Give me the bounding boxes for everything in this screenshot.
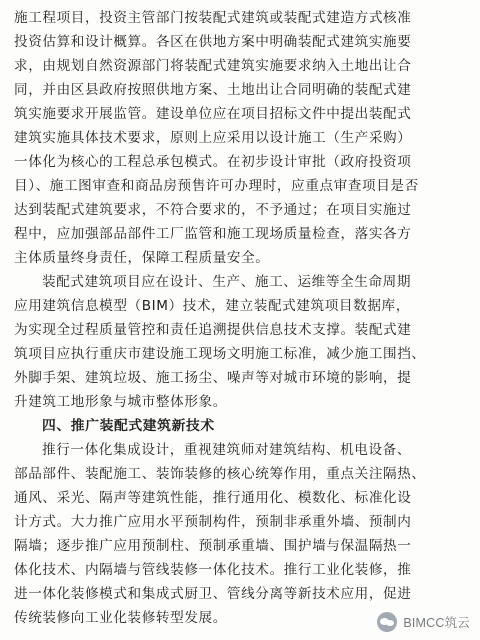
text-line: 装配式建筑项目应在设计、生产、施工、运维等全生命周期 <box>42 274 412 290</box>
text-line: 同，并由区县政府按照供地方案、土地出让合同明确的装配式建 <box>14 82 412 98</box>
text-line: 施工程项目，投资主管部门按装配式建筑或装配式建造方式核准 <box>14 10 412 26</box>
text-line: 目）、施工图审查和商品房预售许可办理时，应重点审查项目是否 <box>14 178 419 194</box>
text-line: 求，由规划自然资源部门将装配式建筑实施要求纳入土地出让合 <box>14 58 412 74</box>
text-line: 程中，应加强部品部件工厂监管和施工现场质量检查，落实各方 <box>14 226 412 242</box>
text-line: 隔墙；逐步推广应用预制柱、预制承重墙、围护墙与保温隔热一 <box>14 538 412 554</box>
text-line: 升建筑工地形象与城市整体形象。 <box>14 394 227 410</box>
paragraph <box>14 6 466 270</box>
text-line: 一体化为核心的工程总承包模式。在初步设计审批（政府投资项 <box>14 154 412 170</box>
text-line: 传统装修向工业化装修转型发展。 <box>14 610 227 626</box>
text-line: 主体质量终身责任，保障工程质量安全。 <box>14 250 270 266</box>
cloud-chat-icon <box>377 612 397 632</box>
text-line: 达到装配式建筑要求，不符合要求的，不予通过；在项目实施过 <box>14 202 412 218</box>
text-line: 计方式。大力推广应用水平预制构件，预制非承重外墙、预制内 <box>14 514 412 530</box>
section-heading: 四、推广装配式建筑新技术 <box>42 418 215 434</box>
watermark <box>377 612 470 632</box>
document-body <box>14 6 466 630</box>
paragraph <box>14 438 466 630</box>
text-line: 建筑实施具体技术要求，原则上应采用以设计施工（生产采购） <box>14 130 412 146</box>
text-line: 为实现全过程质量管控和责任追溯提供信息技术支撑。装配式建 <box>14 322 412 338</box>
text-line: 体化技术、内隔墙与管线装修一体化技术。推行工业化装修，推 <box>14 562 412 578</box>
text-line: 通风、采光、隔声等建筑性能，推行通用化、模数化、标准化设 <box>14 490 412 506</box>
text-line: 筑实施要求开展监管。建设单位应在项目招标文件中提出装配式 <box>14 106 412 122</box>
text-line: 应用建筑信息模型（BIM）技术，建立装配式建筑项目数据库， <box>14 298 410 314</box>
text-line: 推行一体化集成设计，重视建筑师对建筑结构、机电设备、 <box>42 442 412 458</box>
paragraph <box>14 270 466 414</box>
text-line: 进一体化装修模式和集成式厨卫、管线分离等新技术应用，促进 <box>14 586 412 602</box>
text-line: 部品部件、装配施工、装饰装修的核心统筹作用，重点关注隔热、 <box>14 466 426 482</box>
text-line: 投资估算和设计概算。各区在供地方案中明确装配式建筑实施要 <box>14 34 412 50</box>
text-line: 外脚手架、建筑垃圾、施工扬尘、噪声等对城市环境的影响，提 <box>14 370 412 386</box>
watermark-text: BIMCC筑云 <box>403 616 470 630</box>
text-line: 筑项目应执行重庆市建设施工现场文明施工标准，减少施工围挡、 <box>14 346 426 362</box>
